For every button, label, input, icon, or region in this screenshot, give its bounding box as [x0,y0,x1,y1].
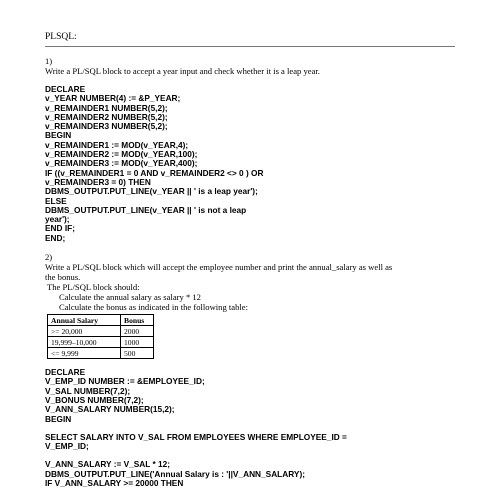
code-line: V_BONUS NUMBER(7,2); [45,394,144,405]
code-line: v_REMAINDER1 NUMBER(5,2); [45,102,168,113]
section2-code-declare [45,368,455,424]
document-page [45,31,455,488]
code-line: v_REMAINDER1 := MOD(v_YEAR,4); [45,139,189,150]
section2-code-select [45,433,455,452]
table-cell: 500 [121,348,154,359]
code-line: v_REMAINDER3 := MOD(v_YEAR,400); [45,158,198,169]
section2-question-line1: Write a PL/SQL block which will accept the employee number and print the annual_salary as well as [45,262,393,273]
code-line: V_SAL NUMBER(7,2); [45,385,131,396]
section1-code-block [45,85,455,243]
table-cell: 1000 [121,337,154,348]
code-line: DBMS_OUTPUT.PUT_LINE(v_YEAR || ' is not a leap [45,204,247,215]
section2-step2: Calculate the bonus as indicated in the following table: [59,302,249,313]
code-line: year'); [45,214,70,225]
section2-step1: Calculate the annual salary as salary * 12 [59,292,201,303]
bonus-table-header-bonus: Bonus [121,315,154,326]
table-row [48,337,154,348]
table-cell: <= 9,999 [48,348,121,359]
code-line: END IF; [45,223,75,234]
code-line: v_REMAINDER2 := MOD(v_YEAR,100); [45,149,198,160]
code-line: v_REMAINDER3 NUMBER(5,2); [45,121,168,132]
code-line: V_ANN_SALARY NUMBER(15,2); [45,404,175,415]
table-cell: 19,999–10,000 [48,337,121,348]
code-line: DBMS_OUTPUT.PUT_LINE('Annual Salary is : '||V_ANN_SALARY); [45,468,305,479]
section2-question-line2: the bonus. [45,272,81,283]
section1-question: Write a PL/SQL block to accept a year input and check whether it is a leap year. [45,66,320,76]
table-cell: >= 20,000 [48,326,121,337]
code-line: v_REMAINDER2 NUMBER(5,2); [45,111,168,122]
section2-should: The PL/SQL block should: [47,282,140,293]
code-line: v_YEAR NUMBER(4) := &P_YEAR; [45,93,181,104]
section2-number: 2) [45,252,53,263]
table-row [48,348,154,359]
code-line: v_REMAINDER3 = 0) THEN [45,176,151,187]
page-header: PLSQL: [45,31,455,47]
code-line: V_EMP_ID; [45,441,89,452]
code-line: ELSE [45,195,67,206]
code-line: IF V_ANN_SALARY >= 20000 THEN [45,478,184,489]
table-cell: 2000 [121,326,154,337]
code-line: SELECT SALARY INTO V_SAL FROM EMPLOYEES WHERE EMPLOYEE_ID = [45,431,347,442]
code-line: DECLARE [45,84,86,94]
code-line: BEGIN [45,130,72,141]
bonus-table [47,314,154,359]
section2-code-salary [45,460,455,488]
code-line: BEGIN [45,413,72,424]
code-line: END; [45,232,66,243]
code-line: DECLARE [45,367,86,378]
code-line: IF ((v_REMAINDER1 = 0 AND v_REMAINDER2 <> 0 ) OR [45,167,264,178]
table-row [48,326,154,337]
section1-number: 1) [45,56,53,66]
code-line: V_ANN_SALARY := V_SAL * 12; [45,459,171,470]
code-line: DBMS_OUTPUT.PUT_LINE(v_YEAR || ' is a leap year'); [45,186,258,197]
code-line: V_EMP_ID NUMBER := &EMPLOYEE_ID; [45,376,205,387]
bonus-table-header-salary: Annual Salary [48,315,121,326]
